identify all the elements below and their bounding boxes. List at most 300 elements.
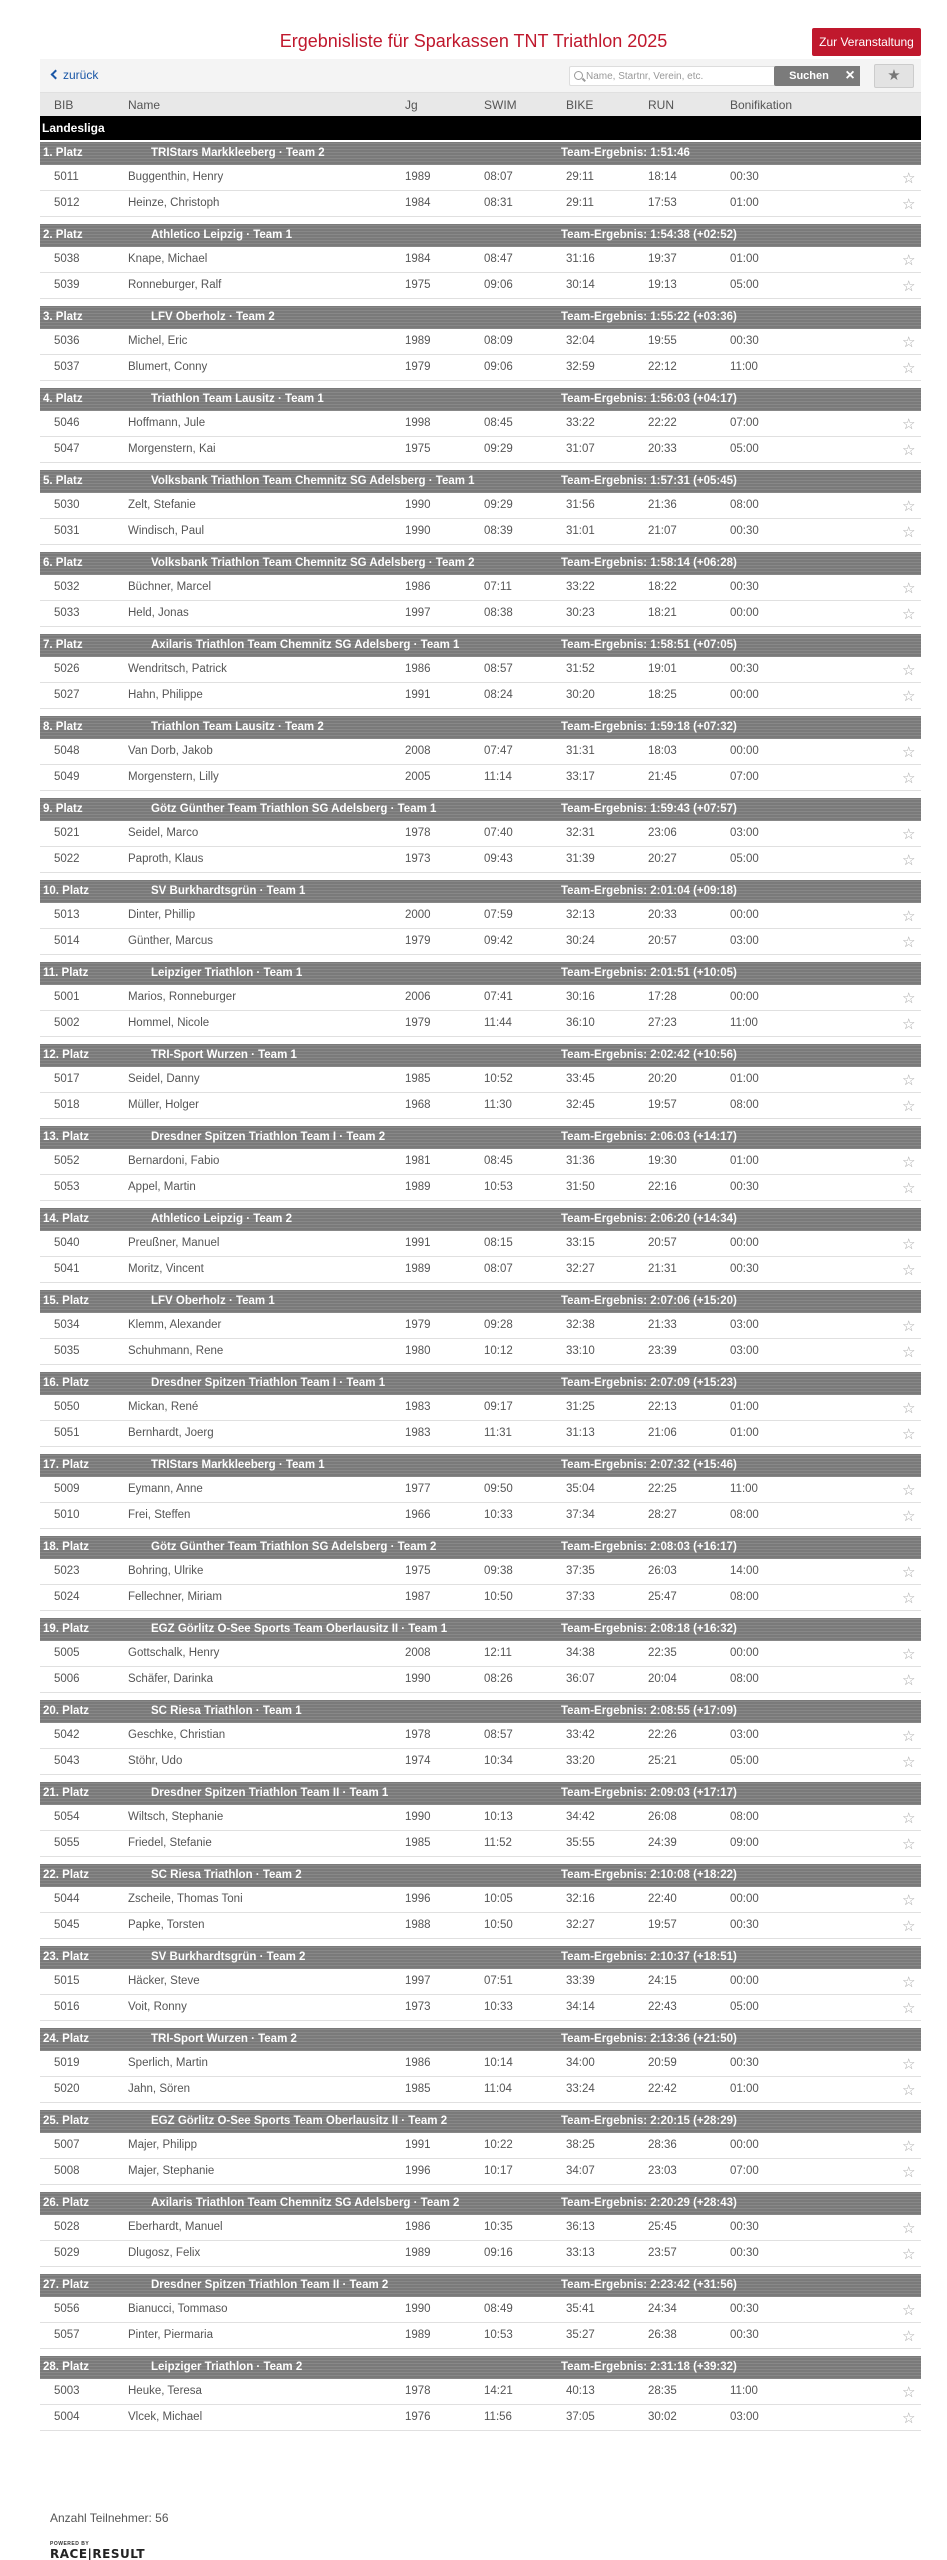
col-swim[interactable]: SWIM — [484, 98, 517, 112]
athlete-name[interactable]: Voit, Ronny — [128, 2001, 187, 2013]
athlete-bonus: 11:00 — [730, 361, 758, 373]
team-result: Team-Ergebnis: 2:08:03 (+16:17) — [561, 1541, 737, 1553]
athlete-row[interactable] — [40, 247, 921, 273]
athlete-name[interactable]: Hoffmann, Jule — [128, 417, 206, 429]
favorite-star-icon[interactable]: ☆ — [902, 1590, 916, 1607]
favorite-star-icon[interactable]: ☆ — [902, 498, 916, 515]
team-rank: 16. Platz — [43, 1377, 90, 1389]
athlete-row[interactable] — [40, 601, 921, 627]
athlete-row[interactable] — [40, 2241, 921, 2267]
athlete-row[interactable] — [40, 985, 921, 1011]
favorite-star-icon[interactable]: ☆ — [902, 334, 916, 351]
favorite-star-icon[interactable]: ☆ — [902, 744, 916, 761]
athlete-row[interactable] — [40, 1395, 921, 1421]
favorite-star-icon[interactable]: ☆ — [902, 1098, 916, 1115]
athlete-run: 23:39 — [648, 1345, 677, 1357]
athlete-name[interactable]: Morgenstern, Kai — [128, 443, 216, 455]
athlete-bonus: 00:00 — [730, 1647, 759, 1659]
athlete-bonus: 07:00 — [730, 417, 759, 429]
favorite-star-icon[interactable]: ☆ — [902, 2328, 916, 2345]
favorite-star-icon[interactable]: ☆ — [902, 1810, 916, 1827]
athlete-row[interactable] — [40, 2133, 921, 2159]
athlete-name[interactable]: Büchner, Marcel — [128, 581, 212, 593]
favorite-star-icon[interactable]: ☆ — [902, 1672, 916, 1689]
athlete-swim: 09:50 — [484, 1483, 513, 1495]
athlete-row[interactable] — [40, 1831, 921, 1857]
athlete-name[interactable]: Sperlich, Martin — [128, 2057, 208, 2069]
athlete-name[interactable]: Bianucci, Tommaso — [128, 2303, 228, 2315]
team-rank: 11. Platz — [43, 967, 89, 979]
athlete-bonus: 03:00 — [730, 935, 759, 947]
athlete-swim: 12:11 — [484, 1647, 512, 1659]
athlete-name[interactable]: Hahn, Philippe — [128, 689, 203, 701]
athlete-yob: 1990 — [405, 499, 431, 511]
athlete-bike: 30:16 — [566, 991, 595, 1003]
team-name: Dresdner Spitzen Triathlon Team II · Team 2 — [151, 2279, 389, 2291]
athlete-bib: 5038 — [54, 253, 80, 265]
favorite-star-icon[interactable]: ☆ — [902, 196, 916, 213]
favorite-star-icon[interactable]: ☆ — [902, 1508, 916, 1525]
athlete-row[interactable] — [40, 2159, 921, 2185]
favorite-star-icon[interactable]: ☆ — [902, 1318, 916, 1335]
athlete-yob: 1975 — [405, 443, 431, 455]
athlete-name[interactable]: Mickan, René — [128, 1401, 199, 1413]
team-row — [40, 798, 921, 821]
athlete-row[interactable] — [40, 273, 921, 299]
athlete-run: 20:59 — [648, 2057, 677, 2069]
athlete-name[interactable]: Preußner, Manuel — [128, 1237, 220, 1249]
favorite-star-icon[interactable]: ☆ — [902, 1974, 916, 1991]
team-row — [40, 1044, 921, 1067]
team-result: Team-Ergebnis: 2:10:37 (+18:51) — [561, 1951, 737, 1963]
athlete-name[interactable]: Papke, Torsten — [128, 1919, 205, 1931]
athlete-name[interactable]: Heuke, Teresa — [128, 2385, 202, 2397]
athlete-bonus: 01:00 — [730, 2083, 759, 2095]
athlete-row[interactable] — [40, 765, 921, 791]
athlete-row[interactable] — [40, 2297, 921, 2323]
athlete-swim: 08:26 — [484, 1673, 513, 1685]
favorite-star-icon[interactable]: ☆ — [902, 1754, 916, 1771]
col-run[interactable]: RUN — [648, 98, 674, 112]
athlete-row[interactable] — [40, 1913, 921, 1939]
athlete-name[interactable]: Bohring, Ulrike — [128, 1565, 204, 1577]
favorite-star-icon[interactable]: ☆ — [902, 1918, 916, 1935]
athlete-name[interactable]: Günther, Marcus — [128, 935, 214, 947]
col-bib[interactable]: BIB — [54, 98, 74, 112]
athlete-bike: 32:13 — [566, 909, 595, 921]
favorite-star-icon[interactable]: ☆ — [902, 908, 916, 925]
favorite-star-icon[interactable]: ☆ — [902, 852, 916, 869]
athlete-name[interactable]: Vlcek, Michael — [128, 2411, 203, 2423]
athlete-swim: 11:04 — [484, 2083, 512, 2095]
athlete-bike: 33:24 — [566, 2083, 595, 2095]
athlete-name[interactable]: Gottschalk, Henry — [128, 1647, 220, 1659]
athlete-row[interactable] — [40, 437, 921, 463]
athlete-name[interactable]: Ronneburger, Ralf — [128, 279, 222, 291]
athlete-name[interactable]: Hommel, Nicole — [128, 1017, 210, 1029]
favorite-star-icon[interactable]: ☆ — [902, 2384, 916, 2401]
team-rank: 8. Platz — [43, 721, 83, 733]
athlete-bib: 5005 — [54, 1647, 80, 1659]
athlete-bib: 5054 — [54, 1811, 80, 1823]
athlete-bib: 5044 — [54, 1893, 80, 1905]
col-name[interactable]: Name — [128, 98, 161, 112]
favorite-star-icon[interactable]: ☆ — [902, 1728, 916, 1745]
team-name: Volksbank Triathlon Team Chemnitz SG Adelsberg · Team 2 — [151, 557, 475, 569]
athlete-name[interactable]: Jahn, Sören — [128, 2083, 191, 2095]
athlete-row[interactable] — [40, 575, 921, 601]
athlete-row[interactable] — [40, 329, 921, 355]
athlete-row[interactable] — [40, 1339, 921, 1365]
athlete-bib: 5034 — [54, 1319, 80, 1331]
athlete-bike: 37:34 — [566, 1509, 595, 1521]
favorite-star-icon[interactable]: ☆ — [902, 770, 916, 787]
athlete-swim: 09:28 — [484, 1319, 513, 1331]
athlete-swim: 09:17 — [484, 1401, 513, 1413]
athlete-row[interactable] — [40, 1421, 921, 1447]
athlete-yob: 1984 — [405, 197, 431, 209]
athlete-row[interactable] — [40, 1477, 921, 1503]
athlete-row[interactable] — [40, 739, 921, 765]
athlete-swim: 09:29 — [484, 499, 513, 511]
favorite-star-icon[interactable]: ☆ — [902, 1236, 916, 1253]
athlete-bib: 5040 — [54, 1237, 80, 1249]
athlete-run: 19:13 — [648, 279, 677, 291]
team-rank: 4. Platz — [43, 393, 83, 405]
athlete-name[interactable]: Marios, Ronneburger — [128, 991, 237, 1003]
athlete-name[interactable]: Müller, Holger — [128, 1099, 199, 1111]
athlete-swim: 10:12 — [484, 1345, 513, 1357]
team-name: TRI-Sport Wurzen · Team 2 — [151, 2033, 297, 2045]
athlete-name[interactable]: Seidel, Danny — [128, 1073, 200, 1085]
favorite-star-icon[interactable]: ☆ — [902, 1892, 916, 1909]
athlete-swim: 09:38 — [484, 1565, 513, 1577]
athlete-row[interactable] — [40, 1749, 921, 1775]
col-bonus[interactable]: Bonifikation — [730, 98, 793, 112]
athlete-swim: 08:24 — [484, 689, 513, 701]
favorite-star-icon[interactable]: ☆ — [902, 990, 916, 1007]
athlete-swim: 10:52 — [484, 1073, 513, 1085]
athlete-name[interactable]: Klemm, Alexander — [128, 1319, 222, 1331]
athlete-row[interactable] — [40, 683, 921, 709]
favorite-star-icon[interactable]: ☆ — [902, 1836, 916, 1853]
athlete-bike: 31:39 — [566, 853, 595, 865]
athlete-row[interactable] — [40, 1011, 921, 1037]
athlete-bib: 5016 — [54, 2001, 80, 2013]
favorite-star-icon[interactable]: ☆ — [902, 826, 916, 843]
athlete-row[interactable] — [40, 1969, 921, 1995]
raceresult-logo[interactable] — [50, 2541, 160, 2560]
athlete-row[interactable] — [40, 847, 921, 873]
athlete-swim: 08:15 — [484, 1237, 513, 1249]
athlete-name[interactable]: Michel, Eric — [128, 335, 188, 347]
athlete-row[interactable] — [40, 355, 921, 381]
athlete-row[interactable] — [40, 903, 921, 929]
team-name: LFV Oberholz · Team 1 — [151, 1295, 275, 1307]
athlete-name[interactable]: Dlugosz, Felix — [128, 2247, 201, 2259]
athlete-yob: 1978 — [405, 2385, 431, 2397]
team-row — [40, 470, 921, 493]
favorite-star-icon[interactable]: ☆ — [902, 2082, 916, 2099]
athlete-bonus: 09:00 — [730, 1837, 759, 1849]
athlete-run: 18:21 — [648, 607, 677, 619]
athlete-row[interactable] — [40, 1887, 921, 1913]
athlete-row[interactable] — [40, 1995, 921, 2021]
favorite-star-icon[interactable]: ☆ — [902, 252, 916, 269]
athlete-bonus: 05:00 — [730, 2001, 759, 2013]
athlete-name[interactable]: Van Dorb, Jakob — [128, 745, 213, 757]
favorite-star-icon[interactable]: ☆ — [902, 2410, 916, 2427]
athlete-run: 23:06 — [648, 827, 677, 839]
athlete-bib: 5030 — [54, 499, 80, 511]
athlete-bonus: 08:00 — [730, 1099, 759, 1111]
athlete-bib: 5010 — [54, 1509, 80, 1521]
athlete-yob: 1978 — [405, 827, 431, 839]
athlete-swim: 10:33 — [484, 1509, 513, 1521]
athlete-name[interactable]: Bernardoni, Fabio — [128, 1155, 220, 1167]
athlete-bib: 5052 — [54, 1155, 80, 1167]
athlete-name[interactable]: Majer, Stephanie — [128, 2165, 215, 2177]
favorite-star-icon[interactable]: ☆ — [902, 1400, 916, 1417]
athlete-bike: 30:20 — [566, 689, 595, 701]
athlete-row[interactable] — [40, 2405, 921, 2431]
athlete-row[interactable] — [40, 191, 921, 217]
favorite-star-icon[interactable]: ☆ — [902, 688, 916, 705]
favorites-filter-button[interactable]: ★ — [874, 64, 914, 88]
athlete-name[interactable]: Held, Jonas — [128, 607, 189, 619]
athlete-row[interactable] — [40, 821, 921, 847]
favorite-star-icon[interactable]: ☆ — [902, 416, 916, 433]
athlete-yob: 1989 — [405, 2247, 431, 2259]
athlete-yob: 1987 — [405, 1591, 431, 1603]
athlete-row[interactable] — [40, 1585, 921, 1611]
athlete-name[interactable]: Moritz, Vincent — [128, 1263, 204, 1275]
athlete-yob: 1996 — [405, 2165, 431, 2177]
athlete-row[interactable] — [40, 1093, 921, 1119]
team-rank: 25. Platz — [43, 2115, 90, 2127]
athlete-run: 20:33 — [648, 909, 677, 921]
team-result: Team-Ergebnis: 2:20:29 (+28:43) — [561, 2197, 737, 2209]
athlete-name[interactable]: Friedel, Stefanie — [128, 1837, 212, 1849]
back-link[interactable] — [52, 68, 98, 82]
athlete-name[interactable]: Paproth, Klaus — [128, 853, 204, 865]
favorite-star-icon[interactable]: ☆ — [902, 2000, 916, 2017]
team-result: Team-Ergebnis: 2:02:42 (+10:56) — [561, 1049, 737, 1061]
athlete-row[interactable] — [40, 1805, 921, 1831]
favorite-star-icon[interactable]: ☆ — [902, 1482, 916, 1499]
athlete-name[interactable]: Buggenthin, Henry — [128, 171, 224, 183]
favorite-star-icon[interactable]: ☆ — [902, 2138, 916, 2155]
team-row — [40, 880, 921, 903]
athlete-yob: 1996 — [405, 1893, 431, 1905]
athlete-name[interactable]: Schuhmann, Rene — [128, 1345, 224, 1357]
athlete-bonus: 03:00 — [730, 1319, 759, 1331]
team-rank: 1. Platz — [43, 147, 83, 159]
athlete-name[interactable]: Stöhr, Udo — [128, 1755, 183, 1767]
athlete-row[interactable] — [40, 1313, 921, 1339]
favorite-star-icon[interactable]: ☆ — [902, 360, 916, 377]
athlete-row[interactable] — [40, 2051, 921, 2077]
favorite-star-icon[interactable]: ☆ — [902, 2220, 916, 2237]
favorite-star-icon[interactable]: ☆ — [902, 2056, 916, 2073]
clear-icon[interactable]: × — [840, 66, 860, 86]
athlete-bib: 5019 — [54, 2057, 80, 2069]
favorite-star-icon[interactable]: ☆ — [902, 278, 916, 295]
favorite-star-icon[interactable]: ☆ — [902, 662, 916, 679]
athlete-row[interactable] — [40, 1231, 921, 1257]
athlete-yob: 1984 — [405, 253, 431, 265]
favorite-star-icon[interactable]: ☆ — [902, 1646, 916, 1663]
team-rank: 15. Platz — [43, 1295, 90, 1307]
athlete-name[interactable]: Windisch, Paul — [128, 525, 205, 537]
team-row — [40, 1454, 921, 1477]
athlete-bib: 5056 — [54, 2303, 80, 2315]
team-row — [40, 2356, 921, 2379]
team-name: SC Riesa Triathlon · Team 2 — [151, 1869, 302, 1881]
athlete-name[interactable]: Heinze, Christoph — [128, 197, 220, 209]
favorite-star-icon[interactable]: ☆ — [902, 1344, 916, 1361]
athlete-row[interactable] — [40, 1175, 921, 1201]
team-result: Team-Ergebnis: 2:31:18 (+39:32) — [561, 2361, 737, 2373]
athlete-name[interactable]: Wiltsch, Stephanie — [128, 1811, 224, 1823]
athlete-bike: 30:14 — [566, 279, 595, 291]
favorite-star-icon[interactable]: ☆ — [902, 580, 916, 597]
favorite-star-icon[interactable]: ☆ — [902, 934, 916, 951]
athlete-yob: 1974 — [405, 1755, 431, 1767]
favorite-star-icon[interactable]: ☆ — [902, 2246, 916, 2263]
chevron-left-icon — [51, 70, 61, 80]
favorite-star-icon[interactable]: ☆ — [902, 1426, 916, 1443]
search-icon — [574, 71, 583, 80]
athlete-row[interactable] — [40, 493, 921, 519]
athlete-row[interactable] — [40, 2323, 921, 2349]
athlete-name[interactable]: Häcker, Steve — [128, 1975, 200, 1987]
team-result: Team-Ergebnis: 2:01:04 (+09:18) — [561, 885, 737, 897]
favorite-star-icon[interactable]: ☆ — [902, 1016, 916, 1033]
athlete-yob: 1979 — [405, 935, 431, 947]
athlete-bib: 5012 — [54, 197, 80, 209]
athlete-run: 17:28 — [648, 991, 677, 1003]
athlete-row[interactable] — [40, 1667, 921, 1693]
athlete-row[interactable] — [40, 1149, 921, 1175]
team-result: Team-Ergebnis: 2:06:03 (+14:17) — [561, 1131, 737, 1143]
athlete-yob: 1979 — [405, 1017, 431, 1029]
athlete-run: 22:40 — [648, 1893, 677, 1905]
athlete-row[interactable] — [40, 2077, 921, 2103]
athlete-run: 19:57 — [648, 1099, 677, 1111]
athlete-name[interactable]: Frei, Steffen — [128, 1509, 191, 1521]
athlete-name[interactable]: Eberhardt, Manuel — [128, 2221, 223, 2233]
athlete-yob: 1979 — [405, 361, 431, 373]
col-bike[interactable]: BIKE — [566, 98, 594, 112]
athlete-name[interactable]: Zscheile, Thomas Toni — [128, 1893, 243, 1905]
athlete-row[interactable] — [40, 1559, 921, 1585]
team-name: Axilaris Triathlon Team Chemnitz SG Adelsberg · Team 1 — [151, 639, 460, 651]
team-row — [40, 1782, 921, 1805]
athlete-name[interactable]: Geschke, Christian — [128, 1729, 226, 1741]
search-input[interactable] — [586, 68, 704, 84]
favorite-star-icon[interactable]: ☆ — [902, 1564, 916, 1581]
athlete-row[interactable] — [40, 1257, 921, 1283]
athlete-run: 19:01 — [648, 663, 677, 675]
favorite-star-icon[interactable]: ☆ — [902, 1072, 916, 1089]
athlete-name[interactable]: Pinter, Piermaria — [128, 2329, 214, 2341]
athlete-bonus: 00:30 — [730, 2221, 759, 2233]
athlete-row[interactable] — [40, 1067, 921, 1093]
favorite-star-icon[interactable]: ☆ — [902, 524, 916, 541]
athlete-name[interactable]: Schäfer, Darinka — [128, 1673, 214, 1685]
team-name: TRIStars Markkleeberg · Team 2 — [151, 147, 325, 159]
athlete-run: 26:08 — [648, 1811, 677, 1823]
athlete-yob: 1989 — [405, 2329, 431, 2341]
athlete-name[interactable]: Seidel, Marco — [128, 827, 199, 839]
favorite-star-icon[interactable]: ☆ — [902, 170, 916, 187]
athlete-swim: 11:14 — [484, 771, 512, 783]
athlete-row[interactable] — [40, 2379, 921, 2405]
athlete-name[interactable]: Knape, Michael — [128, 253, 208, 265]
col-yob[interactable]: Jg — [405, 98, 418, 112]
athlete-bib: 5036 — [54, 335, 80, 347]
athlete-yob: 1990 — [405, 525, 431, 537]
team-row — [40, 1700, 921, 1723]
athlete-name[interactable]: Bernhardt, Joerg — [128, 1427, 214, 1439]
athlete-row[interactable] — [40, 929, 921, 955]
athlete-row[interactable] — [40, 519, 921, 545]
team-result: Team-Ergebnis: 2:23:42 (+31:56) — [561, 2279, 737, 2291]
athlete-row[interactable] — [40, 657, 921, 683]
favorite-star-icon[interactable]: ☆ — [902, 1262, 916, 1279]
athlete-bib: 5041 — [54, 1263, 80, 1275]
athlete-name[interactable]: Eymann, Anne — [128, 1483, 203, 1495]
athlete-row[interactable] — [40, 1641, 921, 1667]
favorite-star-icon[interactable]: ☆ — [902, 1180, 916, 1197]
favorite-star-icon[interactable]: ☆ — [902, 2164, 916, 2181]
athlete-yob: 1990 — [405, 2303, 431, 2315]
athlete-row[interactable] — [40, 1503, 921, 1529]
athlete-bib: 5031 — [54, 525, 80, 537]
favorite-star-icon[interactable]: ☆ — [902, 442, 916, 459]
favorite-star-icon[interactable]: ☆ — [902, 1154, 916, 1171]
athlete-name[interactable]: Appel, Martin — [128, 1181, 196, 1193]
team-result: Team-Ergebnis: 2:13:36 (+21:50) — [561, 2033, 737, 2045]
athlete-name[interactable]: Wendritsch, Patrick — [128, 663, 227, 675]
athlete-name[interactable]: Majer, Philipp — [128, 2139, 198, 2151]
athlete-row[interactable] — [40, 165, 921, 191]
athlete-run: 19:37 — [648, 253, 677, 265]
team-row — [40, 2192, 921, 2215]
athlete-bike: 34:42 — [566, 1811, 595, 1823]
athlete-name[interactable]: Blumert, Conny — [128, 361, 208, 373]
athlete-name[interactable]: Zelt, Stefanie — [128, 499, 196, 511]
event-button[interactable]: Zur Veranstaltung — [812, 28, 921, 56]
athlete-name[interactable]: Dinter, Phillip — [128, 909, 196, 921]
favorite-star-icon[interactable]: ☆ — [902, 2302, 916, 2319]
athlete-row[interactable] — [40, 1723, 921, 1749]
athlete-run: 28:36 — [648, 2139, 677, 2151]
team-rank: 3. Platz — [43, 311, 83, 323]
search-button[interactable]: Suchen — [774, 66, 844, 86]
favorite-star-icon[interactable]: ☆ — [902, 606, 916, 623]
athlete-yob: 1997 — [405, 607, 431, 619]
athlete-bike: 32:45 — [566, 1099, 595, 1111]
athlete-bonus: 00:30 — [730, 1263, 759, 1275]
athlete-run: 22:25 — [648, 1483, 677, 1495]
team-rank: 18. Platz — [43, 1541, 90, 1553]
athlete-row[interactable] — [40, 411, 921, 437]
athlete-name[interactable]: Fellechner, Miriam — [128, 1591, 222, 1603]
athlete-row[interactable] — [40, 2215, 921, 2241]
athlete-name[interactable]: Morgenstern, Lilly — [128, 771, 219, 783]
